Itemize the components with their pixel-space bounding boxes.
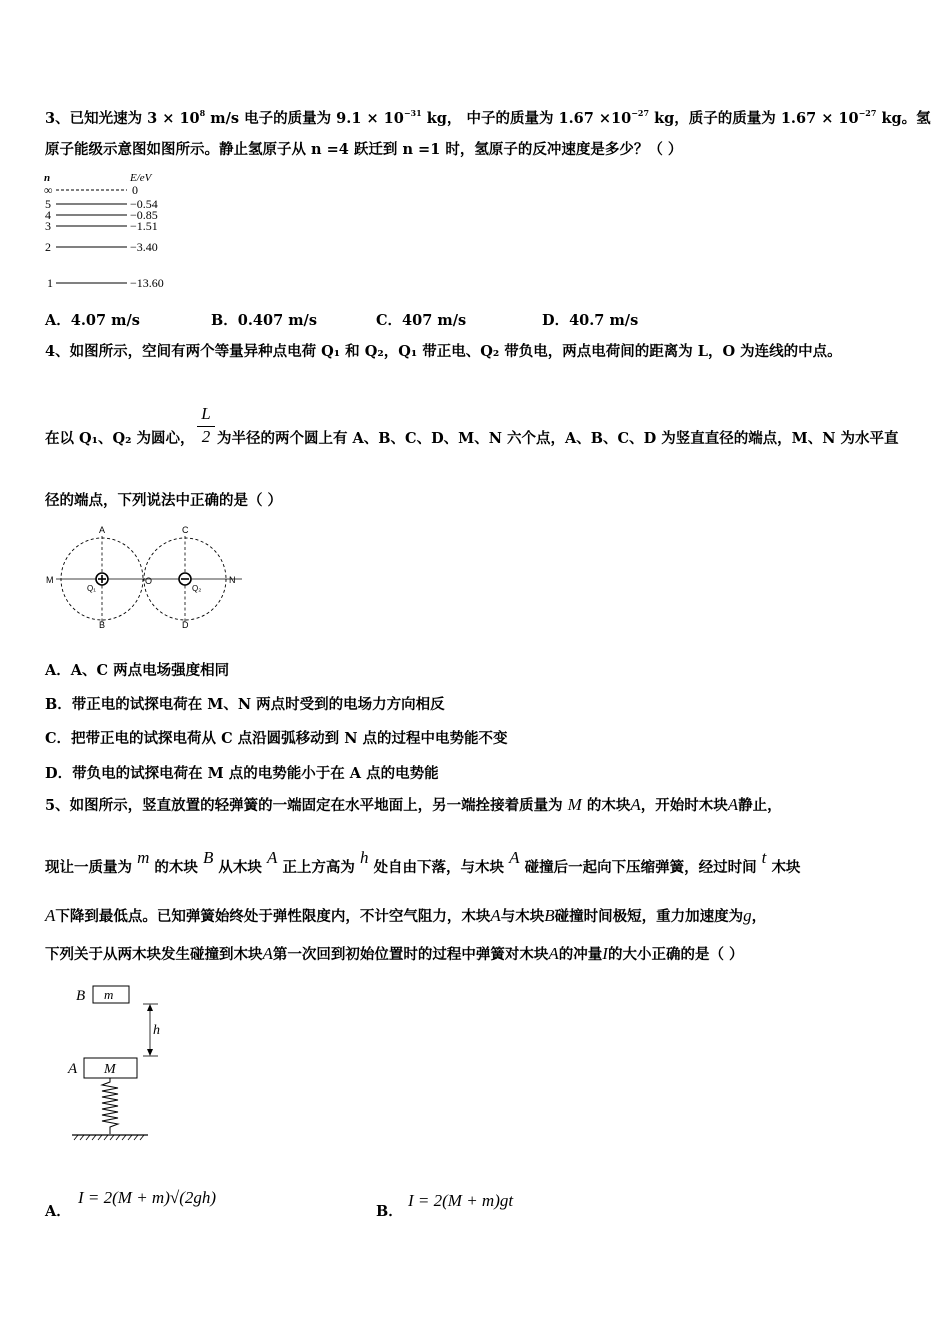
q3-line1 xyxy=(45,104,931,128)
text-part: 下降到最低点。已知弹簧始终处于弹性限度内，不计空气阻力，木块 xyxy=(55,908,491,925)
text-part: 现让一质量为 xyxy=(45,859,132,876)
level-e: −13.60 xyxy=(130,276,164,290)
text-part: ，开始时木块 xyxy=(640,797,728,814)
spring-diagram xyxy=(68,982,178,1147)
spring xyxy=(102,1078,118,1134)
level-e: −1.51 xyxy=(130,219,158,233)
q5-line3 xyxy=(45,907,766,926)
q5-line1 xyxy=(45,796,782,815)
q4-option-b[interactable]: B．带正电的试探电荷在 M、N 两点时受到的电场力方向相反 xyxy=(45,696,445,713)
q3-line1-part: 3、已知光速为 3 × 10 xyxy=(45,110,200,127)
text-part: 处自由下落，与木块 xyxy=(373,859,505,876)
energy-level-diagram xyxy=(42,170,182,295)
q4-line2a: 在以 Q₁、Q₂ 为圆心， xyxy=(45,430,195,447)
var-A: A xyxy=(727,795,739,814)
text-part: 碰撞时间极短，重力加速度为 xyxy=(554,908,744,925)
q4-option-c[interactable]: C．把带正电的试探电荷从 C 点沿圆弧移动到 N 点的过程中电势能不变 xyxy=(45,730,508,747)
q3-option-d[interactable]: D．40.7 m/s xyxy=(542,312,639,329)
var-t: t xyxy=(761,848,767,867)
text-part: ， xyxy=(751,908,767,925)
var-M: M xyxy=(567,795,582,814)
charges-diagram xyxy=(42,522,247,632)
option-label: A． xyxy=(45,1203,71,1220)
var-A: A xyxy=(548,944,559,963)
var-A: A xyxy=(262,944,273,963)
text-part: 正上方高为 xyxy=(282,859,355,876)
q5-line2 xyxy=(45,848,801,877)
text-part: 5、如图所示，竖直放置的轻弹簧的一端固定在水平地面上，另一端拴接着质量为 xyxy=(45,797,563,814)
label-n: N xyxy=(229,575,236,585)
level-n: 3 xyxy=(45,219,51,233)
text-part: 的大小正确的是（ ） xyxy=(607,946,744,963)
label-o: O xyxy=(145,576,153,586)
text-part: 的木块 xyxy=(154,859,198,876)
var-I: I xyxy=(602,944,608,963)
e-axis-label: E/eV xyxy=(130,172,152,184)
option-label: B． xyxy=(376,1203,403,1220)
level-n: 5 xyxy=(45,197,51,211)
text-part: 从木块 xyxy=(218,859,262,876)
q3-line1-part: kg。氢 xyxy=(876,110,931,127)
var-A: A xyxy=(630,795,641,814)
level-n: 1 xyxy=(47,276,53,290)
q4-option-a[interactable]: A．A、C 两点电场强度相同 xyxy=(45,662,230,679)
q4-line2b: 为半径的两个圆上有 A、B、C、D、M、N 六个点，A、B、C、D 为竖直直径的端点，M、N 为水平直 xyxy=(217,430,899,447)
q3-option-a[interactable]: A．4.07 m/s xyxy=(45,312,140,329)
q4-line1: 4、如图所示，空间有两个等量异种点电荷 Q₁ 和 Q₂，Q₁ 带正电、Q₂ 带负电，两点电荷间的距离为 L，O 为连线的中点。 xyxy=(45,343,842,360)
fraction-l-over-2 xyxy=(197,404,215,447)
label-q2: Q₂ xyxy=(192,584,202,593)
label-b: B xyxy=(99,620,106,630)
text-part: 木块 xyxy=(771,859,801,876)
var-B: B xyxy=(544,906,555,925)
var-g: g xyxy=(743,906,752,925)
label-h: h xyxy=(153,1023,160,1038)
level-n: 4 xyxy=(45,208,51,222)
fraction-denominator: 2 xyxy=(197,426,215,447)
label-d: D xyxy=(182,620,189,630)
label-m: m xyxy=(104,987,114,1002)
var-h: h xyxy=(360,848,369,867)
var-B: B xyxy=(202,848,214,867)
q4-option-d[interactable]: D．带负电的试探电荷在 M 点的电势能小于在 A 点的电势能 xyxy=(45,765,439,782)
text-part: 与木块 xyxy=(500,908,545,925)
level-e: −0.54 xyxy=(130,197,158,211)
label-A: A xyxy=(68,1061,78,1077)
q5-option-b[interactable] xyxy=(376,1200,403,1221)
level-e: 0 xyxy=(132,183,138,197)
level-n: ∞ xyxy=(44,183,53,197)
q3-option-b[interactable]: B．0.407 m/s xyxy=(211,312,318,329)
q5-option-a[interactable] xyxy=(45,1200,71,1221)
text-part: 静止， xyxy=(738,797,782,814)
label-q1: Q₁ xyxy=(87,584,96,593)
level-e: −0.85 xyxy=(130,208,158,222)
text-part: 下列关于从两木块发生碰撞到木块 xyxy=(45,946,263,963)
q3-exp: −27 xyxy=(631,108,650,118)
text-part: 第一次回到初始位置时的过程中弹簧对木块 xyxy=(272,946,549,963)
label-B: B xyxy=(76,988,86,1004)
q3-line1-part: m/s 电子的质量为 9.1 × 10 xyxy=(205,110,404,127)
q4-line3: 径的端点，下列说法中正确的是（ ） xyxy=(45,492,283,509)
q3-exp: −27 xyxy=(858,108,877,118)
q3-line1-part: kg， 中子的质量为 1.67 ×10 xyxy=(421,110,632,127)
label-c: C xyxy=(182,525,189,535)
var-A: A xyxy=(509,848,520,867)
label-a: A xyxy=(99,525,106,535)
level-e: −3.40 xyxy=(130,240,158,254)
label-m: M xyxy=(46,575,54,585)
q3-exp: 8 xyxy=(199,108,206,118)
q5-line4 xyxy=(45,945,744,964)
q3-exp: −31 xyxy=(403,108,422,118)
q3-option-c[interactable]: C．407 m/s xyxy=(376,312,467,329)
fraction-numerator: L xyxy=(201,404,211,423)
var-m: m xyxy=(137,848,150,867)
var-A: A xyxy=(45,906,56,925)
q3-line2: 原子能级示意图如图所示。静止氢原子从 n =4 跃迁到 n =1 时，氢原子的反冲速度是多少？（ ） xyxy=(45,141,683,158)
text-part: 碰撞后一起向下压缩弹簧，经过时间 xyxy=(524,859,757,876)
q5-option-b-formula: I = 2(M + m)gt xyxy=(408,1191,514,1210)
text-part: 的木块 xyxy=(586,797,631,814)
q3-line1-part: kg，质子的质量为 1.67 × 10 xyxy=(649,110,859,127)
label-M: M xyxy=(104,1062,116,1077)
text-part: 的冲量 xyxy=(558,946,603,963)
var-A: A xyxy=(490,906,501,925)
n-axis-label: n xyxy=(44,172,51,184)
q5-option-a-formula: I = 2(M + m)√(2gh) xyxy=(78,1188,217,1207)
var-A: A xyxy=(266,848,278,867)
level-n: 2 xyxy=(45,240,51,254)
